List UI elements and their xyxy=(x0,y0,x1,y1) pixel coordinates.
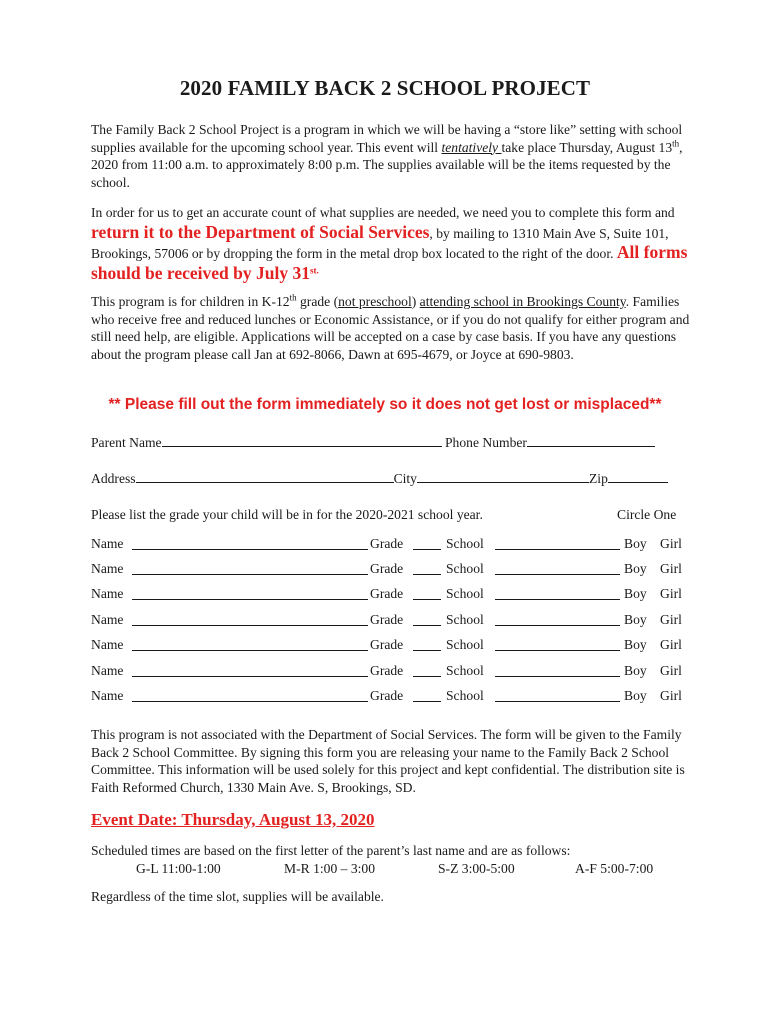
child-grade-field[interactable] xyxy=(413,587,441,600)
intro-sup: th xyxy=(672,138,680,149)
child-school-label: School xyxy=(446,663,484,678)
deadline-sup: st. xyxy=(309,264,319,275)
child-school-label: School xyxy=(446,612,484,627)
child-school-field[interactable] xyxy=(495,537,620,550)
child-name-field[interactable] xyxy=(132,587,368,600)
slot-g-l: G-L 11:00-1:00 xyxy=(136,861,221,876)
intro-date-text: take place Thursday, August 13 xyxy=(501,139,673,155)
intro-paragraph xyxy=(91,121,701,191)
schedule-intro: Scheduled times are based on the first letter of the parent’s last name and are as follows: xyxy=(91,843,571,858)
boy-option[interactable]: Boy xyxy=(624,561,647,576)
not-preschool-text: not preschool xyxy=(338,294,412,309)
child-grade-label: Grade xyxy=(370,637,404,652)
grade-instruction: Please list the grade your child will be in for the 2020-2021 school year. xyxy=(91,507,483,522)
boy-option[interactable]: Boy xyxy=(624,586,647,601)
child-school-label: School xyxy=(446,536,484,551)
parent-name-label: Parent Name xyxy=(91,435,162,450)
eligibility-details-text: . Families who receive free and reduced lunches or Economic Assistance, or if you do not qualify for either program and still need help, are eligible. Applications will be accepted on a case by case basis. If you have any questions about the program please call Jan at 692-8066, Dawn at 695-4679, or Joyce at 690-9803. xyxy=(91,294,690,362)
child-grade-field[interactable] xyxy=(413,689,441,702)
child-name-label: Name xyxy=(91,688,124,703)
deadline-text: All forms should be received by July 31 xyxy=(91,242,688,283)
slot-a-f: A-F 5:00-7:00 xyxy=(575,861,654,876)
girl-option[interactable]: Girl xyxy=(660,637,682,652)
disclaimer-paragraph: This program is not associated with the Department of Social Services. The form will be given to the Family Back 2 School Committee. By signing this form you are releasing your name to the Family Back 2 School Committee. This information will be used solely for this project and kept confidential. The distribution site is Faith Reformed Church, 1330 Main Ave. S, Brookings, SD. xyxy=(91,727,685,795)
child-school-label: School xyxy=(446,637,484,652)
child-name-label: Name xyxy=(91,663,124,678)
child-row xyxy=(91,536,691,554)
city-field[interactable] xyxy=(417,470,589,483)
girl-option[interactable]: Girl xyxy=(660,688,682,703)
child-name-field[interactable] xyxy=(132,562,368,575)
child-school-field[interactable] xyxy=(495,689,620,702)
slot-m-r: M-R 1:00 – 3:00 xyxy=(284,861,376,876)
child-school-field[interactable] xyxy=(495,638,620,651)
child-grade-field[interactable] xyxy=(413,664,441,677)
boy-option[interactable]: Boy xyxy=(624,663,647,678)
child-name-label: Name xyxy=(91,536,124,551)
city-label: City xyxy=(393,471,417,486)
girl-option[interactable]: Girl xyxy=(660,612,682,627)
address-field[interactable] xyxy=(136,470,394,483)
girl-option[interactable]: Girl xyxy=(660,536,682,551)
child-name-field[interactable] xyxy=(132,638,368,651)
child-grade-label: Grade xyxy=(370,536,404,551)
child-row xyxy=(91,688,691,706)
eligibility-text: This program is for children in K-12 xyxy=(91,294,290,309)
eligibility-grade-text: grade ( xyxy=(296,294,339,309)
child-row xyxy=(91,586,691,604)
intro-text: The Family Back 2 School Project is a program in which we will be having a “store like” setting with school supplies available for the upcoming school year. This event will xyxy=(91,122,683,155)
child-row xyxy=(91,637,691,655)
tentatively-text: tentatively xyxy=(441,139,502,155)
child-grade-field[interactable] xyxy=(413,613,441,626)
eligibility-paragraph xyxy=(91,293,701,363)
circle-one-label: Circle One xyxy=(617,507,677,522)
girl-option[interactable]: Girl xyxy=(660,586,682,601)
child-school-label: School xyxy=(446,561,484,576)
boy-option[interactable]: Boy xyxy=(624,612,647,627)
child-name-field[interactable] xyxy=(132,689,368,702)
eligibility-paren-text: ) xyxy=(411,294,420,309)
page-title: 2020 FAMILY BACK 2 SCHOOL PROJECT xyxy=(179,76,591,100)
address-label: Address xyxy=(91,471,136,486)
boy-option[interactable]: Boy xyxy=(624,536,647,551)
eligibility-sup: th xyxy=(289,292,297,303)
child-name-label: Name xyxy=(91,612,124,627)
child-grade-label: Grade xyxy=(370,612,404,627)
child-grade-field[interactable] xyxy=(413,638,441,651)
child-school-field[interactable] xyxy=(495,587,620,600)
parent-name-field[interactable] xyxy=(162,434,442,447)
boy-option[interactable]: Boy xyxy=(624,637,647,652)
child-name-label: Name xyxy=(91,586,124,601)
child-name-field[interactable] xyxy=(132,664,368,677)
event-date: Event Date: Thursday, August 13, 2020 xyxy=(91,810,375,829)
schedule-slots xyxy=(91,861,691,879)
boy-option[interactable]: Boy xyxy=(624,688,647,703)
girl-option[interactable]: Girl xyxy=(660,663,682,678)
child-name-field[interactable] xyxy=(132,537,368,550)
child-grade-field[interactable] xyxy=(413,562,441,575)
child-grade-label: Grade xyxy=(370,561,404,576)
child-grade-field[interactable] xyxy=(413,537,441,550)
closing-text: Regardless of the time slot, supplies will be available. xyxy=(91,889,384,904)
child-grade-label: Grade xyxy=(370,688,404,703)
child-school-field[interactable] xyxy=(495,562,620,575)
child-row xyxy=(91,561,691,579)
child-school-field[interactable] xyxy=(495,664,620,677)
parent-name-row xyxy=(91,434,655,451)
girl-option[interactable]: Girl xyxy=(660,561,682,576)
child-name-field[interactable] xyxy=(132,613,368,626)
fill-out-warning: ** Please fill out the form immediately so it does not get lost or misplaced** xyxy=(108,396,662,413)
instructions-paragraph xyxy=(91,203,701,284)
child-school-label: School xyxy=(446,586,484,601)
child-school-label: School xyxy=(446,688,484,703)
child-school-field[interactable] xyxy=(495,613,620,626)
slot-s-z: S-Z 3:00-5:00 xyxy=(438,861,515,876)
child-grade-label: Grade xyxy=(370,586,404,601)
intro-time-text: , 2020 from 11:00 a.m. to approximately 8:00 p.m. The supplies available will be the items requested by the school. xyxy=(91,139,683,190)
attending-brookings-text: attending school in Brookings County xyxy=(419,294,626,309)
child-row xyxy=(91,612,691,630)
return-to-dss-text: return it to the Department of Social Services xyxy=(91,221,430,242)
address-row xyxy=(91,470,668,487)
child-name-label: Name xyxy=(91,637,124,652)
phone-field[interactable] xyxy=(527,434,655,447)
zip-label: Zip xyxy=(588,471,608,486)
child-name-label: Name xyxy=(91,561,124,576)
child-row xyxy=(91,663,691,681)
phone-label: Phone Number xyxy=(445,435,527,450)
instructions-text: In order for us to get an accurate count of what supplies are needed, we need you to complete this form and xyxy=(91,205,675,220)
child-grade-label: Grade xyxy=(370,663,404,678)
mailing-text: , by mailing to 1310 Main Ave S, Suite 101, Brookings, 57006 or by dropping the form in the metal drop box located to the right of the door. xyxy=(91,225,669,261)
zip-field[interactable] xyxy=(608,470,668,483)
